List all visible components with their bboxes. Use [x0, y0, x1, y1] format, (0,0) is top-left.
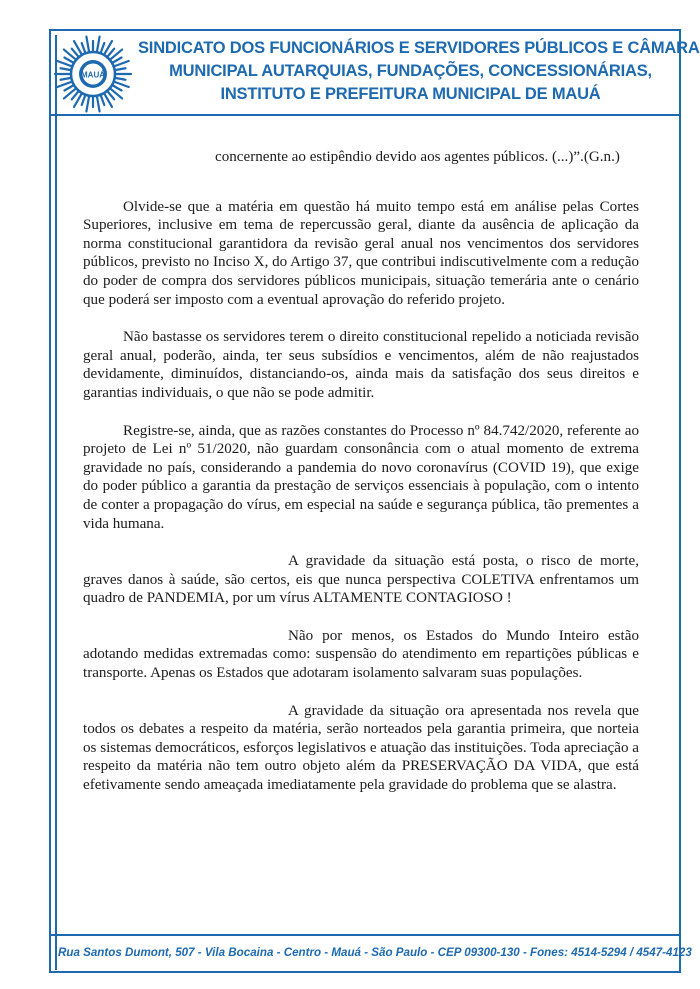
header-divider — [49, 114, 681, 116]
logo-ray — [115, 82, 129, 87]
logo-ray — [72, 92, 78, 100]
union-name-heading — [138, 37, 700, 106]
heading-line-2: MUNICIPAL AUTARQUIAS, FUNDAÇÕES, CONCESSIONÁRIAS, — [169, 62, 652, 80]
footer-address: Rua Santos Dumont, 507 - Vila Bocaina - Centro - Mauá - São Paulo - CEP 09300-130 - Fones: 4514-5294 / 4547-4123 — [58, 946, 692, 959]
paragraph-5: Não por menos, os Estados do Mundo Inteiro estão adotando medidas extremadas como: suspensão do atendimento em repartições públicas e transporte. Apenas os Estados que adotaram isolamento salvaram suas populações. — [83, 627, 639, 682]
logo-ray — [72, 49, 78, 57]
logo-ray — [86, 37, 89, 52]
letter-body — [83, 148, 639, 814]
logo-ray — [101, 43, 104, 52]
paragraph-6: A gravidade da situação ora apresentada nos revela que todos os debates a respeito da matéria, serão norteados pela garantia primeira, que norteia os sistemas democráticos, esforços legislativos e atuação das instituições. Toda apreciação a respeito da matéria não tem outro objeto além da PRESERVAÇÃO DA VIDA, que está efetivamente sendo ameaçada imediatamente pela gravidade do problema que se alastra. — [83, 702, 639, 794]
logo-ray — [64, 58, 73, 63]
logo-ray — [57, 82, 71, 87]
paragraph-1: Olvide-se que a matéria em questão há muito tempo está em análise pelas Cortes Superiores, inclusive em tema de repercussão geral, diante da ausência de aplicação da norma constitucional garantidora da revisão geral anual nos vencimentos dos servidores públicos, previsto no Inciso X, do Artigo 37, que contribui indiscutivelmente com a redução do poder de compra dos servidores públicos municipais, situação temerária ante o cenário que poderá ser imposto com a eventual aprovação do referido projeto. — [83, 198, 639, 308]
logo-ray — [108, 92, 114, 100]
logo-ray — [108, 49, 114, 57]
paragraph-3: Registre-se, ainda, que as razões constantes do Processo nº 84.742/2020, referente ao projeto de Lei nº 51/2020, não guardam consonância com o atual momento de extrema gravidade no país, considerando a pandemia do novo coronavírus (COVID 19), que exige do poder público a garantia da prestação de serviços essenciais à população, com o intento de conter a propagação do vírus, em especial na saúde e segurança pública, tão prementes a vida humana. — [83, 422, 639, 532]
logo-ray — [97, 97, 100, 112]
quote-ending: concernente ao estipêndio devido aos agentes públicos. (...)”.(G.n.) — [215, 149, 620, 165]
heading-line-3: INSTITUTO E PREFEITURA MUNICIPAL DE MAUÁ — [220, 85, 601, 103]
logo-ray — [61, 68, 71, 70]
logo-ray — [64, 86, 73, 91]
logo-text: MAUÁ — [81, 70, 105, 80]
union-logo-icon — [52, 33, 134, 115]
logo-ray — [116, 68, 126, 70]
logo-ray — [82, 43, 85, 52]
logo-ray — [86, 97, 89, 112]
logo-ray — [97, 37, 100, 52]
heading-line-1: SINDICATO DOS FUNCIONÁRIOS E SERVIDORES PÚBLICOS E CÂMARA — [138, 39, 700, 57]
logo-ray — [61, 78, 71, 80]
logo-ray — [82, 96, 85, 105]
logo-ray — [57, 61, 71, 66]
logo-ray — [116, 78, 126, 80]
paragraph-4: A gravidade da situação está posta, o risco de morte, graves danos à saúde, são certos, eis que nunca perspectiva COLETIVA enfrentamos um quadro de PANDEMIA, por um vírus ALTAMENTE CONTAGIOSO ! — [83, 553, 639, 607]
logo-ray — [113, 86, 122, 91]
logo-ray — [115, 61, 129, 66]
logo-ray — [113, 58, 122, 63]
logo-ray — [101, 96, 104, 105]
border-inner-line — [55, 35, 57, 970]
footer-divider — [49, 934, 681, 936]
paragraph-2: Não bastasse os servidores terem o direito constitucional repelido a noticiada revisão geral anual, poderão, ainda, ter seus subsídios e vencimentos, além de não reajustados devidamente, diminuídos, distanciando-os, ainda mais da satisfação dos seus direitos e garantias individuais, o que não se pode admitir. — [83, 329, 639, 401]
